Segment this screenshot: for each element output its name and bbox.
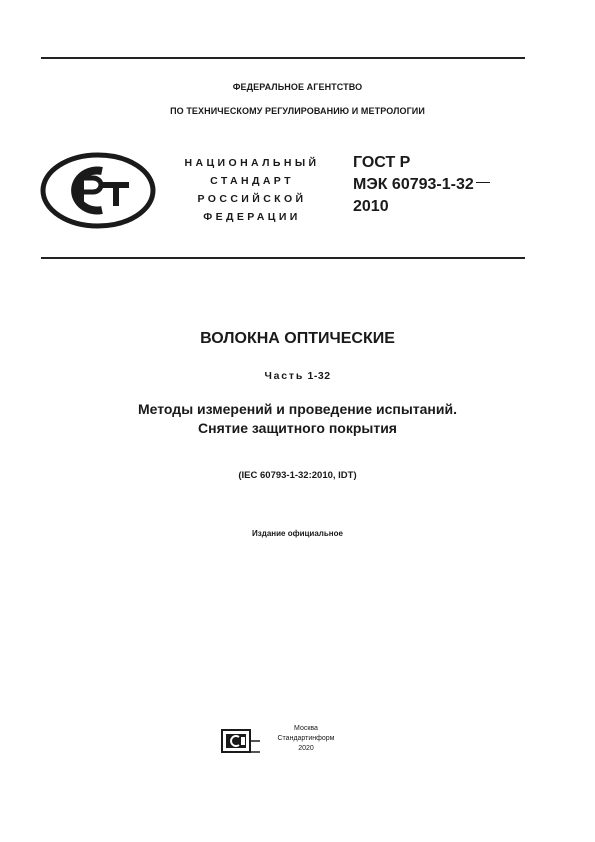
national-standard-line-3: РОССИЙСКОЙ (197, 193, 307, 205)
standard-id-year: 2010 (353, 198, 389, 215)
publisher-block (264, 724, 348, 754)
standartinform-logo-icon (220, 728, 262, 754)
standard-id-line-1: ГОСТ Р (353, 154, 411, 171)
standard-designation (353, 152, 490, 218)
iec-reference: (IEC 60793-1-32:2010, IDT) (238, 470, 357, 481)
national-standard-line-1: НАЦИОНАЛЬНЫЙ (184, 157, 320, 169)
subtitle-line-1: Методы измерений и проведение испытаний. (138, 401, 457, 417)
national-standard-label (172, 154, 332, 226)
document-part (0, 370, 595, 382)
publisher-year: 2020 (298, 745, 314, 752)
document-title: ВОЛОКНА ОПТИЧЕСКИЕ (200, 330, 395, 347)
top-rule (41, 57, 525, 59)
national-standard-line-4: ФЕДЕРАЦИИ (203, 211, 301, 223)
publisher-name: Стандартинформ (277, 735, 335, 742)
part-word: Часть (264, 370, 305, 382)
agency-line-1: ФЕДЕРАЛЬНОЕ АГЕНТСТВО (232, 82, 363, 92)
part-number: 1-32 (307, 370, 331, 382)
rst-certification-mark-icon (40, 152, 156, 229)
document-subtitle (0, 400, 595, 438)
edition-note: Издание официальное (252, 529, 343, 538)
standard-id-dash (476, 182, 490, 184)
national-standard-line-2: СТАНДАРТ (210, 175, 294, 187)
standard-id-number: МЭК 60793-1-32 (353, 176, 474, 193)
publisher-city: Москва (294, 725, 318, 732)
header-bottom-rule (41, 257, 525, 259)
standard-id-line-2 (353, 174, 490, 196)
agency-line-2: ПО ТЕХНИЧЕСКОМУ РЕГУЛИРОВАНИЮ И МЕТРОЛОГИИ (170, 106, 425, 116)
subtitle-line-2: Снятие защитного покрытия (198, 420, 397, 436)
